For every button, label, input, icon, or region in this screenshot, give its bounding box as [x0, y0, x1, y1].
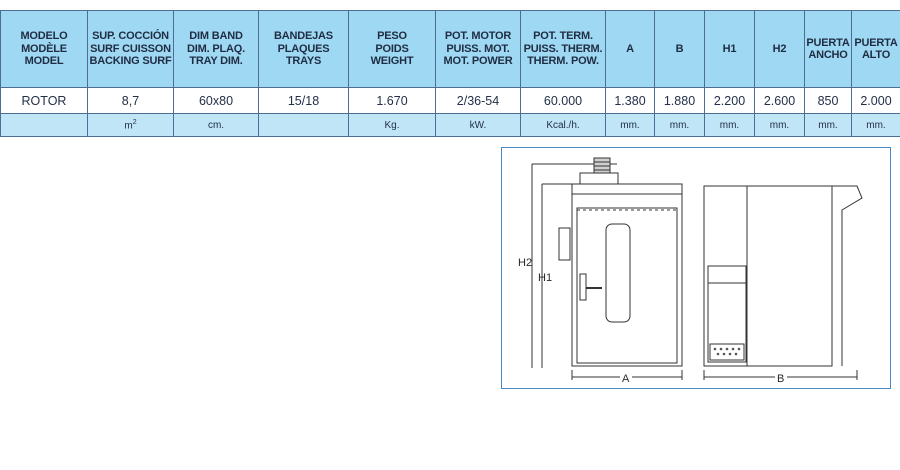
door-hinge — [580, 274, 586, 300]
unit-h1: mm. — [705, 114, 755, 137]
unit-b: mm. — [655, 114, 705, 137]
header-row — [1, 11, 900, 88]
cell-door-height: 2.000 — [852, 88, 900, 114]
unit-baking-surface — [88, 114, 174, 137]
unit-door-width: mm. — [805, 114, 852, 137]
oven-drawing — [502, 148, 890, 388]
door-window — [606, 224, 630, 322]
vent-grill — [710, 344, 744, 360]
header-door-width: PUERTA ANCHO — [805, 11, 852, 88]
header-door-height: PUERTA ALTO — [852, 11, 900, 88]
unit-trays — [259, 114, 349, 137]
unit-model — [1, 114, 88, 137]
header-a: A — [606, 11, 655, 88]
header-baking-surface: SUP. COCCIÓN SURF CUISSON BACKING SURF — [88, 11, 174, 88]
side-body — [704, 186, 832, 366]
unit-tray-dim: cm. — [174, 114, 259, 137]
cell-h1: 2.200 — [705, 88, 755, 114]
unit-motor-power: kW. — [436, 114, 521, 137]
oven-diagram — [501, 147, 891, 389]
cell-trays: 15/18 — [259, 88, 349, 114]
unit-weight: Kg. — [349, 114, 436, 137]
cell-motor-power: 2/36-54 — [436, 88, 521, 114]
side-hood — [832, 186, 862, 366]
cell-thermal-power: 60.000 — [521, 88, 606, 114]
spec-table — [0, 10, 900, 137]
unit-door-height: mm. — [852, 114, 900, 137]
header-h1: H1 — [705, 11, 755, 88]
cell-baking-surface: 8,7 — [88, 88, 174, 114]
unit-thermal-power: Kcal./h. — [521, 114, 606, 137]
unit-a: mm. — [606, 114, 655, 137]
unit-sup: 2 — [132, 118, 137, 126]
header-trays: BANDEJAS PLAQUES TRAYS — [259, 11, 349, 88]
unit-m: m — [124, 120, 133, 132]
cell-tray-dim: 60x80 — [174, 88, 259, 114]
cell-b: 1.880 — [655, 88, 705, 114]
header-h2: H2 — [755, 11, 805, 88]
cell-weight: 1.670 — [349, 88, 436, 114]
cell-a: 1.380 — [606, 88, 655, 114]
motor-housing — [580, 173, 618, 184]
header-thermal-power: POT. TERM. PUISS. THERM. THERM. POW. — [521, 11, 606, 88]
cell-door-width: 850 — [805, 88, 852, 114]
front-door — [577, 208, 677, 363]
header-b: B — [655, 11, 705, 88]
header-model: MODELO MODÈLE MODEL — [1, 11, 88, 88]
front-top-trim — [572, 184, 682, 194]
side-panel — [708, 266, 746, 362]
label-h1: H1 — [538, 272, 553, 284]
header-motor-power: POT. MOTOR PUISS. MOT. MOT. POWER — [436, 11, 521, 88]
label-a: A — [622, 373, 630, 385]
front-body — [572, 194, 682, 366]
units-row — [1, 114, 900, 137]
label-h2: H2 — [518, 257, 533, 269]
table-row — [1, 88, 900, 114]
header-weight: PESO POIDS WEIGHT — [349, 11, 436, 88]
cell-model: ROTOR — [1, 88, 88, 114]
unit-h2: mm. — [755, 114, 805, 137]
cell-h2: 2.600 — [755, 88, 805, 114]
header-tray-dim: DIM BAND DIM. PLAQ. TRAY DIM. — [174, 11, 259, 88]
control-panel — [559, 228, 570, 260]
label-b: B — [777, 373, 785, 385]
